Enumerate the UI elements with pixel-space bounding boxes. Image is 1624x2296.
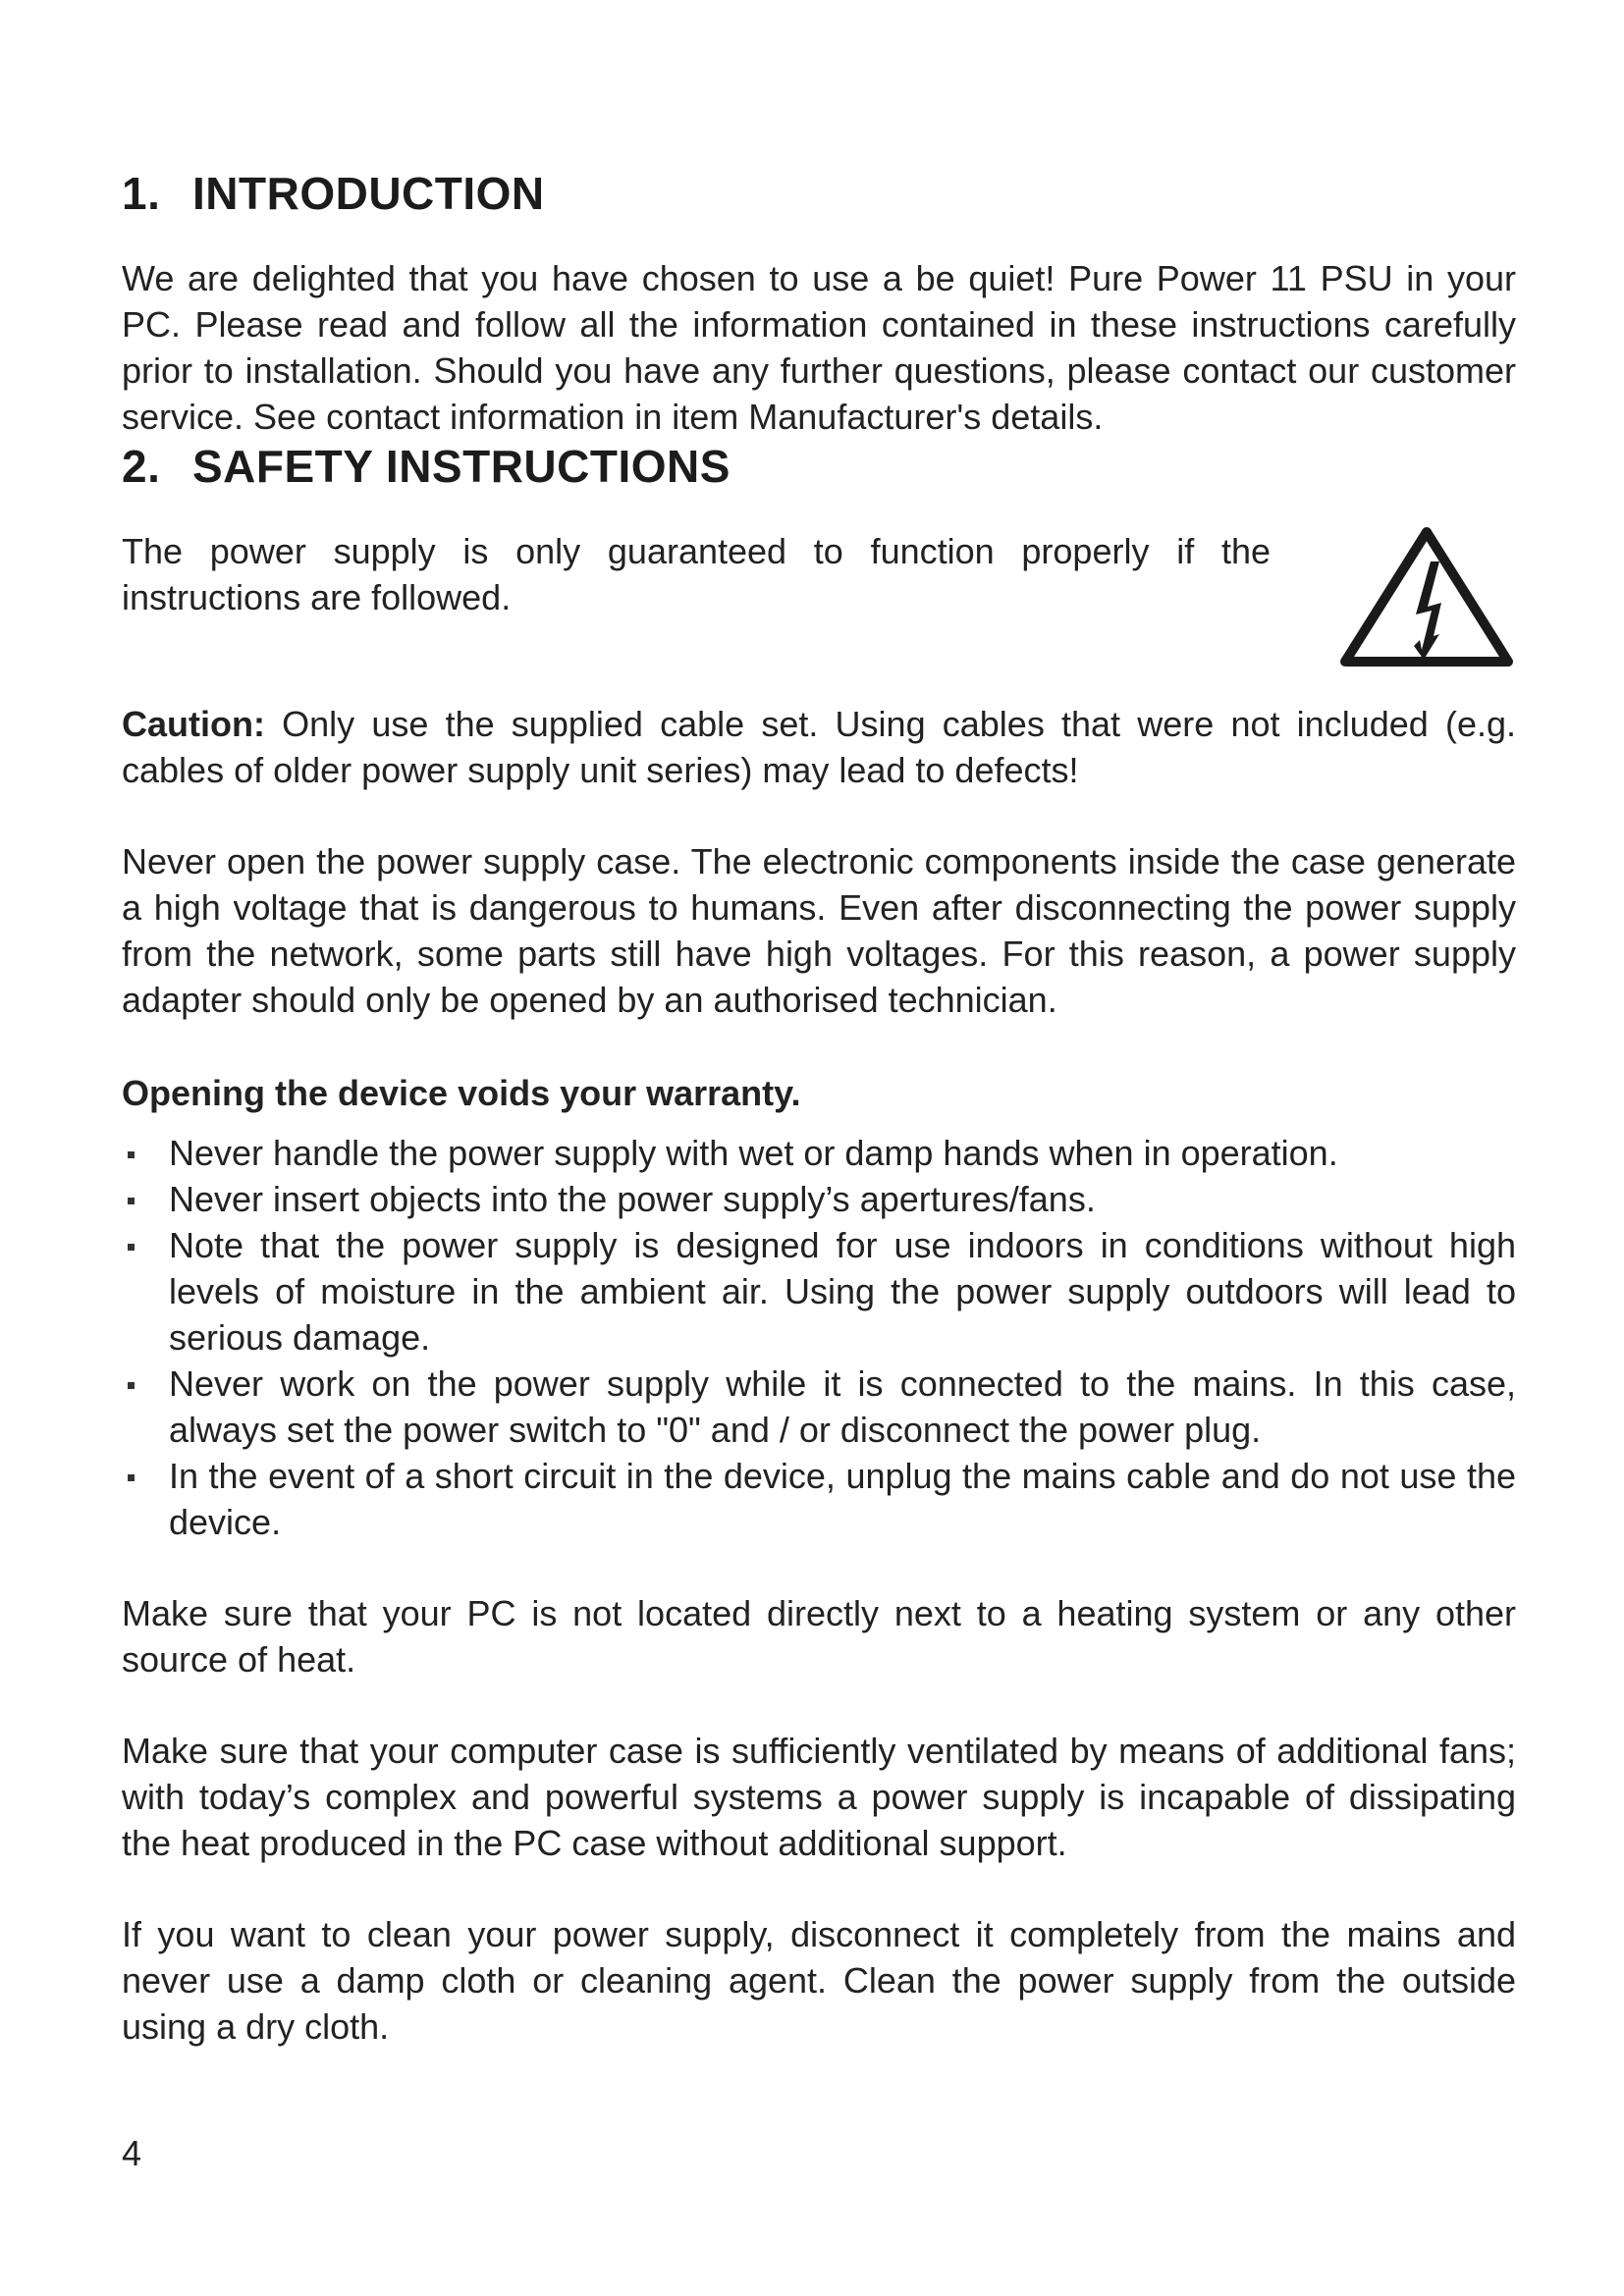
bullet-icon [128,1151,135,1158]
safety-title: SAFETY INSTRUCTIONS [192,441,731,492]
rule-text: Note that the power supply is designed for use indoors in conditions without high levels of moisture in the ambient air. Using the power supply outdoors will lead to serious damage. [169,1225,1516,1358]
bullet-icon [128,1474,135,1481]
manual-page [122,167,1516,2050]
list-item [122,1176,1516,1222]
heat-source-paragraph: Make sure that your PC is not located directly next to a heating system or any other source of heat. [122,1593,1516,1680]
cleaning-paragraph: If you want to clean your power supply, disconnect it completely from the mains and never use a damp cloth or cleaning agent. Clean the power supply from the outside using a dry cloth. [122,1914,1516,2047]
caution-text: Only use the supplied cable set. Using cables that were not included (e.g. cables of older power supply unit series) may lead to defects! [122,704,1516,790]
list-item [122,1361,1516,1453]
caution-label: Caution: [122,704,265,744]
introduction-title: INTRODUCTION [192,168,545,219]
list-item [122,1130,1516,1176]
safety-intro-row [122,528,1516,658]
high-voltage-warning-icon [1337,524,1516,671]
introduction-number: 1. [122,168,161,219]
warranty-note: Opening the device voids your warranty. [122,1073,801,1113]
rule-text: Never handle the power supply with wet or damp hands when in operation. [169,1133,1338,1173]
safety-heading [122,440,1516,493]
caution-paragraph [122,701,1516,793]
safety-rules-list [122,1130,1516,1545]
list-item [122,1453,1516,1545]
guarantee-paragraph: The power supply is only guaranteed to function properly if the instructions are followed. [122,531,1271,617]
bullet-icon [128,1382,135,1389]
page-number: 4 [122,2133,142,2173]
ventilation-paragraph: Make sure that your computer case is sufficiently ventilated by means of additional fans; with today’s complex and powerful systems a power supply is incapable of dissipating the heat produced in the PC case without additional support. [122,1731,1516,1863]
rule-text: In the event of a short circuit in the device, unplug the mains cable and do not use the device. [169,1456,1516,1542]
rule-text: Never work on the power supply while it is connected to the mains. In this case, always set the power switch to "0" and / or disconnect the power plug. [169,1363,1516,1450]
bullet-icon [128,1198,135,1204]
bullet-icon [128,1244,135,1251]
rule-text: Never insert objects into the power supply’s apertures/fans. [169,1179,1096,1219]
never-open-paragraph: Never open the power supply case. The electronic components inside the case generate a high voltage that is dangerous to humans. Even after disconnecting the power supply from the network, some parts still have high voltages. For this reason, a power supply adapter should only be opened by an authorised technician. [122,841,1516,1020]
safety-number: 2. [122,441,161,492]
list-item [122,1222,1516,1361]
introduction-heading [122,167,1516,220]
introduction-paragraph: We are delighted that you have chosen to use a be quiet! Pure Power 11 PSU in your PC. Please read and follow all the information contained in these instructions carefully prior to installation. Should you have any further questions, please contact our customer service. See contact information in item Manufacturer's details. [122,258,1516,437]
